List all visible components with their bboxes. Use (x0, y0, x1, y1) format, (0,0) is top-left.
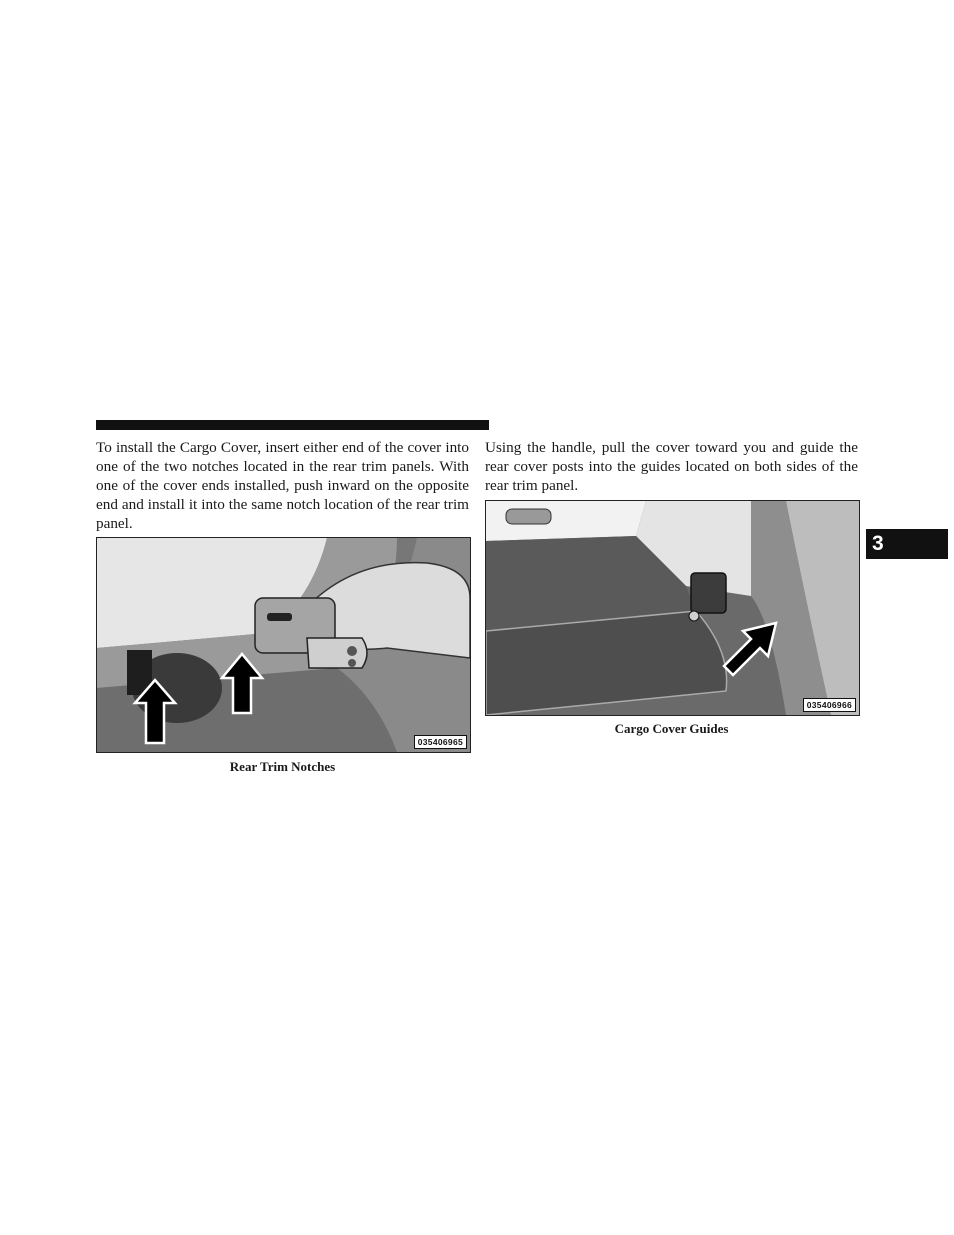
rear-trim-notches-illustration (97, 538, 470, 752)
figure-caption: Rear Trim Notches (229, 759, 336, 774)
section-rule (96, 420, 489, 430)
figure-code: 035406966 (803, 698, 856, 712)
cargo-cover-guides-figure (485, 500, 860, 716)
rear-trim-notches-figure (96, 537, 471, 753)
section-tab: 3 (866, 529, 948, 559)
guide-instructions-paragraph: Using the handle, pull the cover toward you and guide the rear cover posts into the guides located on both sides of the rear trim panel. (485, 439, 858, 494)
cargo-cover-guides-illustration (486, 501, 859, 715)
install-instructions-paragraph: To install the Cargo Cover, insert either end of the cover into one of the two notches located in the rear trim panels. With one of the cover ends installed, push inward on the opposite end and install it into the same notch location of the rear trim panel. (96, 439, 469, 532)
figure-caption: Cargo Cover Guides (614, 721, 729, 736)
figure-code: 035406965 (414, 735, 467, 749)
